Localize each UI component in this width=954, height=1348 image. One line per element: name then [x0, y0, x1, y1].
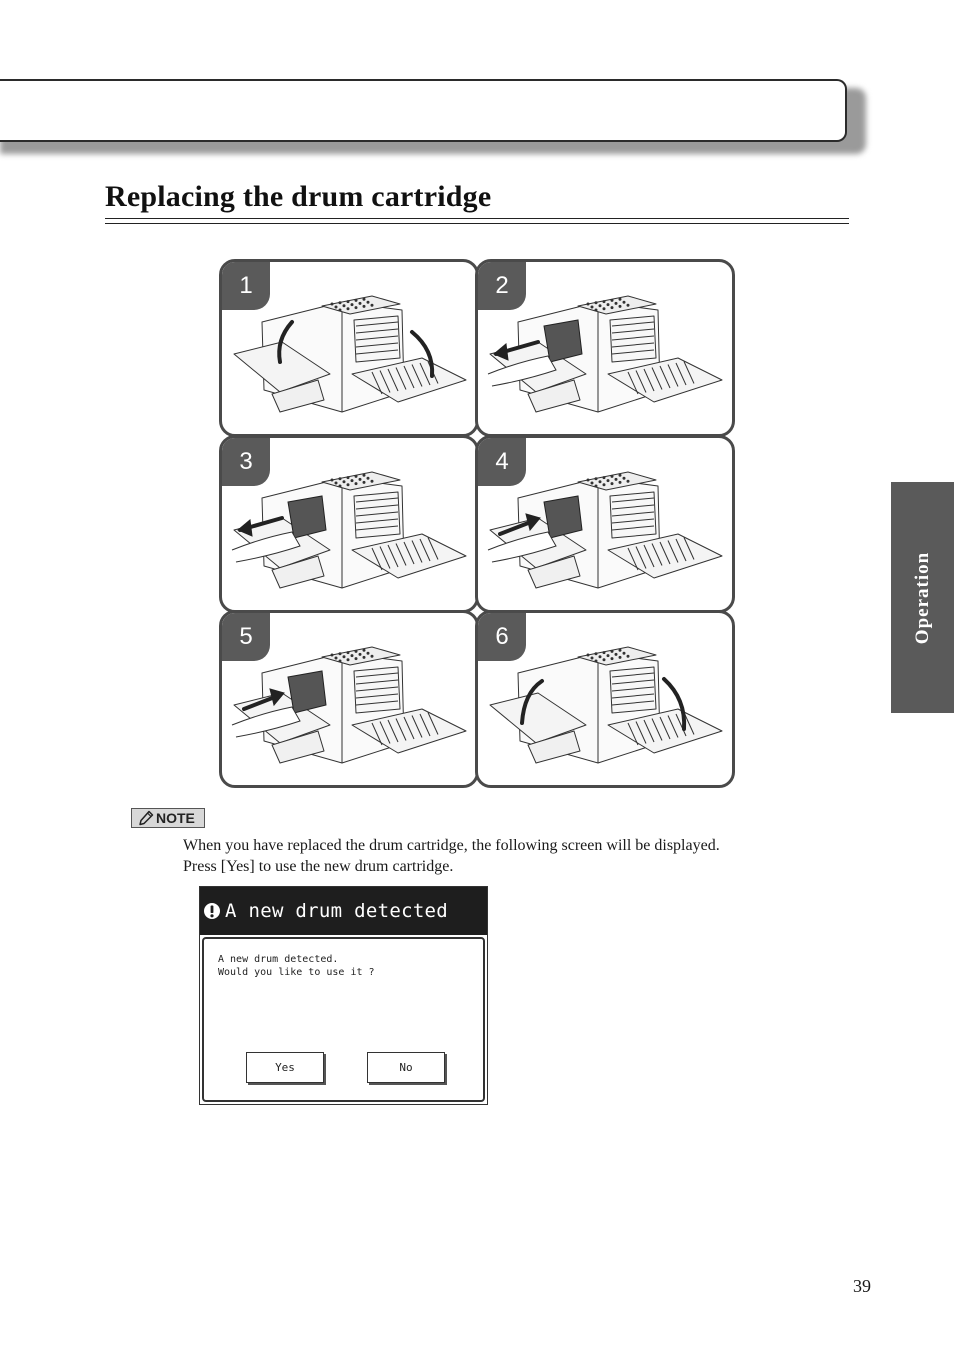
step-number: 4 [478, 438, 526, 486]
note-line: When you have replaced the drum cartridge, the following screen will be displayed. [183, 837, 720, 854]
alert-icon [203, 902, 221, 920]
step-number: 6 [478, 613, 526, 661]
section-title: Replacing the drum cartridge [105, 180, 492, 213]
step-panel [219, 435, 479, 613]
yes-button[interactable]: Yes [246, 1052, 324, 1083]
dialog-titlebar [200, 887, 487, 935]
title-rule-double [105, 223, 849, 224]
note-label: NOTE [156, 810, 195, 826]
dialog-title: A new drum detected [225, 900, 449, 922]
step-panel [475, 435, 735, 613]
step-panel [219, 259, 479, 437]
dialog-message-line: A new drum detected. [218, 954, 339, 965]
step-panel [475, 610, 735, 788]
dialog-body [202, 937, 485, 1102]
pencil-icon [138, 810, 154, 826]
note-line: Press [Yes] to use the new drum cartridge. [183, 858, 454, 875]
step-number: 1 [222, 262, 270, 310]
chapter-header-bar [0, 79, 847, 142]
title-rule [105, 218, 849, 219]
step-number: 2 [478, 262, 526, 310]
dialog-message-line: Would you like to use it ? [218, 967, 375, 978]
step-number: 3 [222, 438, 270, 486]
dialog-message [218, 953, 375, 979]
step-number: 5 [222, 613, 270, 661]
no-button[interactable]: No [367, 1052, 445, 1083]
note-badge [131, 808, 205, 828]
side-section-tab [891, 482, 954, 713]
step-panel [475, 259, 735, 437]
step-panel [219, 610, 479, 788]
touch-screen-dialog [199, 886, 488, 1105]
side-tab-label: Operation [911, 551, 933, 644]
steps-illustration-grid [219, 259, 735, 788]
note-text [183, 835, 873, 877]
page-number: 39 [853, 1276, 871, 1296]
